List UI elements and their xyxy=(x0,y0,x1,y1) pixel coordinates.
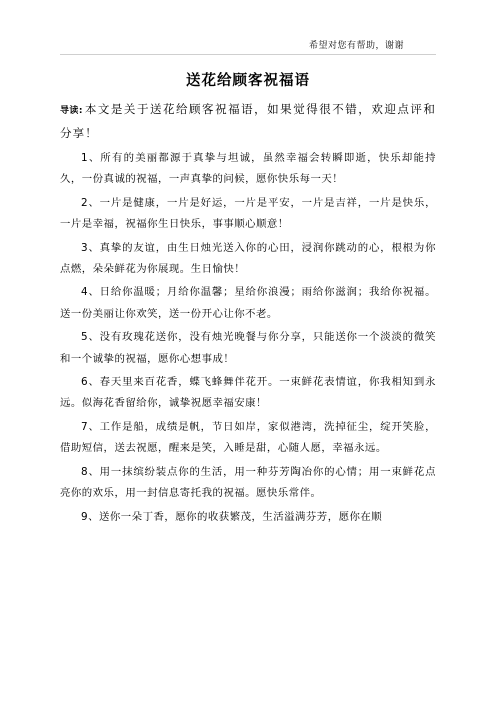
blessing-paragraph-9: 9、送你一朵丁香，愿你的收获繁茂，生活溢满芬芳，愿你在顺 xyxy=(81,510,383,523)
blessing-paragraph-8: 8、用一抹缤纷装点你的生活，用一种芬芳陶冶你的心情；用一束鲜花点亮你的欢乐，用一封信息寄托我的祝福。愿快乐常伴。 xyxy=(60,465,436,500)
header-divider xyxy=(60,54,436,55)
document-body xyxy=(60,99,436,528)
blessing-paragraph-1: 1、所有的美丽都源于真挚与坦诚，虽然幸福会转瞬即逝，快乐却能持久，一份真诚的祝福，一声真挚的问候，愿你快乐每一天！ xyxy=(60,152,436,186)
blessing-paragraph-3: 3、真挚的友谊，由生日烛光送入你的心田，浸润你跳动的心，根根为你点燃，朵朵鲜花为你展现。生日愉快！ xyxy=(60,241,436,276)
intro-text: 本文是关于送花给顾客祝福语，如果觉得很不错，欢迎点评和分享！ xyxy=(60,102,436,140)
blessing-paragraph-6: 6、春天里来百花香，蝶飞蜂舞伴花开。一束鲜花表情谊，你我相知到永远。似海花香留给你，诚挚祝愿幸福安康！ xyxy=(60,376,436,410)
intro-label: 导读: xyxy=(60,106,83,116)
page-title: 送花给顾客祝福语 xyxy=(186,73,310,89)
blessing-paragraph-7: 7、工作是船，成绩是帆，节日如岸，家似港湾，洗掉征尘，绽开笑脸，借助短信，送去祝愿，醒来是笑，入睡是甜，心随人愿，幸福永远。 xyxy=(60,420,436,455)
blessing-paragraph-2: 2、一片是健康，一片是好运，一片是平安，一片是吉祥，一片是快乐，一片是幸福，祝福你生日快乐，事事顺心顺意！ xyxy=(60,196,436,231)
intro-paragraph xyxy=(60,99,436,144)
header-note: 希望对您有帮助，谢谢 xyxy=(308,41,404,51)
blessing-paragraph-4: 4、日给你温暖；月给你温馨；星给你浪漫；雨给你滋润；我给你祝福。送一份美丽让你欢笑，送一份开心让你不老。 xyxy=(60,286,436,320)
blessing-paragraph-5: 5、没有玫瑰花送你，没有烛光晚餐与你分享，只能送你一个淡淡的微笑和一个诚挚的祝福，愿你心想事成！ xyxy=(60,331,436,365)
